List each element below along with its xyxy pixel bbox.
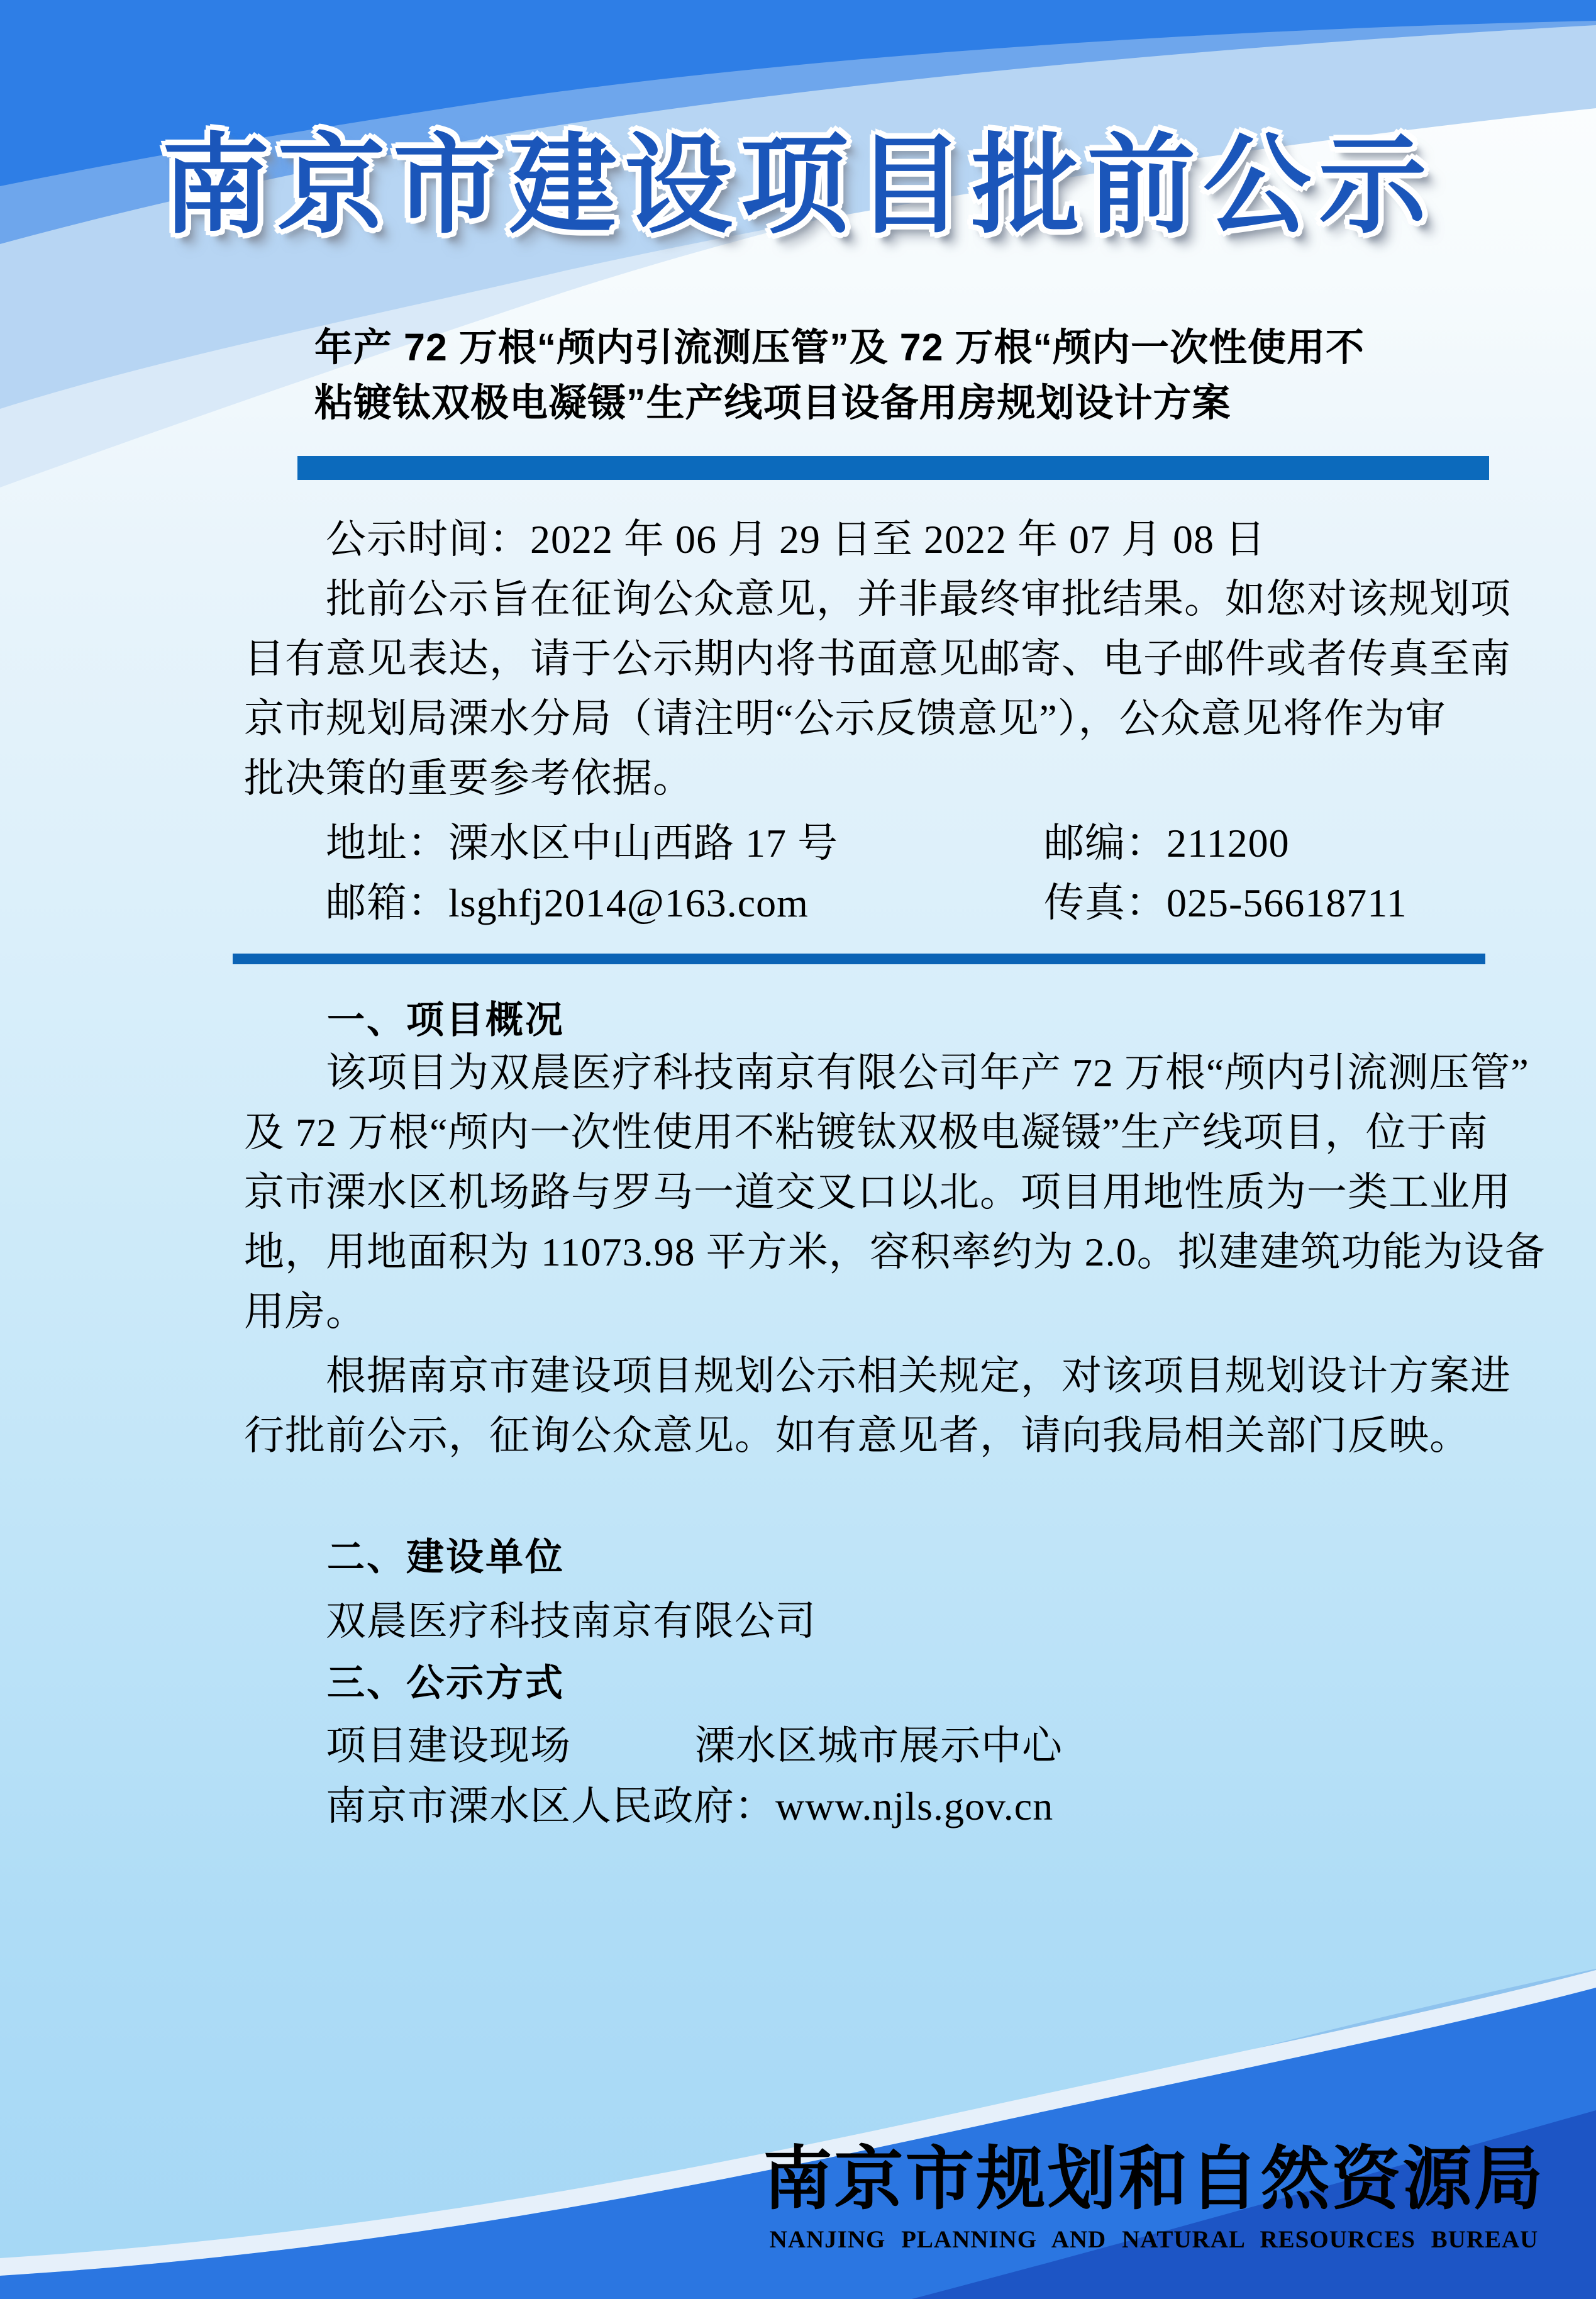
project-subtitle-line: 粘镀钛双极电凝镊”生产线项目设备用房规划设计方案 [314,381,1231,424]
paragraph-line: 根据南京市建设项目规划公示相关规定，对该项目规划设计方案进 [244,1354,1511,1398]
bureau-name-cn: 南京市规划和自然资源局 [763,2141,1545,2218]
contact-block [244,813,1521,933]
contact-left: 邮箱：lsghfj2014@163.com [326,881,809,925]
gov-website-line: 南京市溧水区人民政府：www.njls.gov.cn [326,1784,1054,1829]
project-subtitle [314,320,1534,430]
section-divider [233,954,1485,964]
section-1-paragraph-2 [244,1346,1521,1466]
paragraph-line: 地，用地面积为 11073.98 平方米，容积率约为 2.0。拟建建筑功能为设备 [244,1230,1546,1274]
section-2-heading: 二、建设单位 [327,1536,565,1578]
paragraph-line: 该项目为双晨医疗科技南京有限公司年产 72 万根“颅内引流测压管” [244,1050,1529,1095]
contact-row [244,873,1521,933]
header-swoosh [0,0,1596,566]
intro-line: 公示时间：2022 年 06 月 29 日至 2022 年 07 月 08 日 [244,517,1266,562]
intro-paragraph [244,509,1521,808]
contact-row [244,813,1521,873]
intro-line: 目有意见表达，请于公示期内将书面意见邮寄、电子邮件或者传真至南 [244,637,1511,681]
section-1-heading: 一、项目概况 [327,999,565,1041]
section-3-heading: 三、公示方式 [327,1662,565,1704]
intro-line: 批决策的重要参考依据。 [244,756,694,801]
contact-right: 邮编：211200 [1044,821,1290,866]
bureau-name-en: NANJING PLANNING AND NATURAL RESOURCES BUREAU [769,2226,1539,2253]
publicity-site-1: 项目建设现场 [326,1723,571,1768]
bureau-signature [745,2139,1563,2254]
paragraph-line: 行批前公示，征询公众意见。如有意见者，请向我局相关部门反映。 [244,1413,1470,1458]
paragraph-line: 京市溧水区机场路与罗马一道交叉口以北。项目用地性质为一类工业用 [244,1170,1511,1215]
contact-right: 传真：025-56618711 [1044,881,1407,925]
paragraph-line: 及 72 万根“颅内一次性使用不粘镀钛双极电凝镊”生产线项目，位于南 [244,1110,1488,1155]
intro-line: 京市规划局溧水分局（请注明“公示反馈意见”），公众意见将作为审 [244,696,1446,741]
publicity-site-row [244,1721,1596,1771]
paragraph-line: 用房。 [244,1289,367,1334]
intro-line: 批前公示旨在征询公众意见，并非最终审批结果。如您对该规划项 [244,577,1511,621]
page-title: 南京市建设项目批前公示 [162,127,1434,247]
subtitle-underline-bar [297,456,1489,480]
project-subtitle-line: 年产 72 万根“颅内引流测压管”及 72 万根“颅内一次性使用不 [314,326,1365,369]
contact-left: 地址：溧水区中山西路 17 号 [326,821,838,866]
section-1-paragraph-1 [244,1043,1546,1342]
publicity-site-2: 溧水区城市展示中心 [695,1723,1063,1768]
company-name: 双晨医疗科技南京有限公司 [326,1599,816,1644]
